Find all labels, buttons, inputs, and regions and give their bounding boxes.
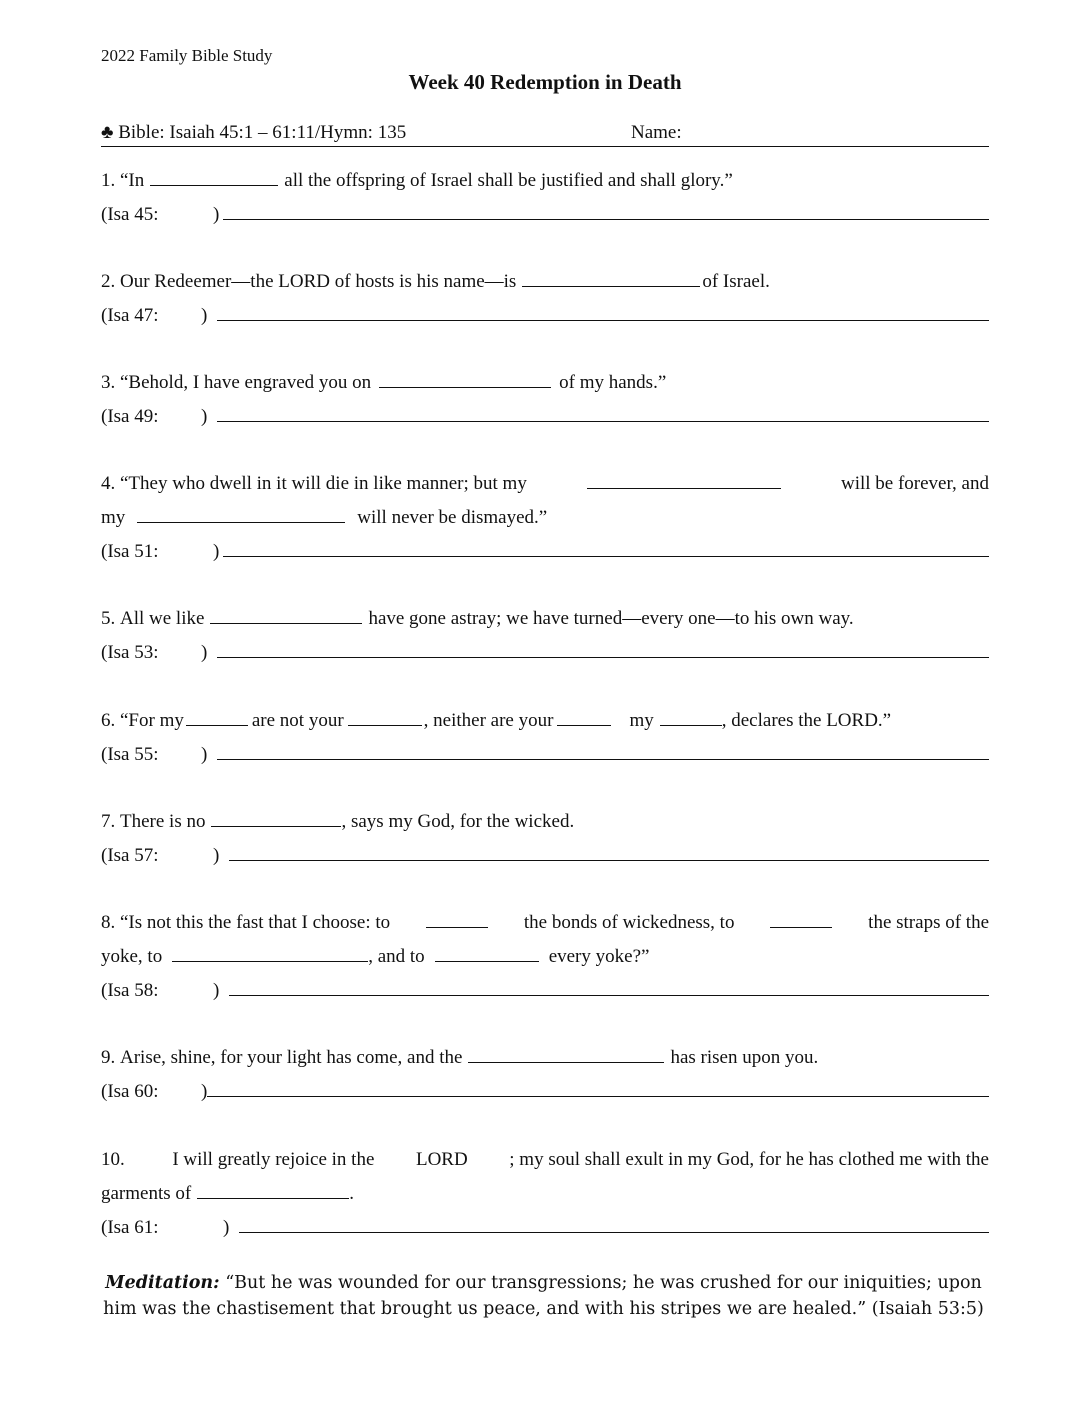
answer-blank[interactable] [172, 960, 368, 962]
reference-line: (Isa 60: ) [101, 1075, 989, 1109]
answer-blank[interactable] [587, 487, 781, 489]
answer-blank[interactable] [435, 960, 539, 962]
answer-blank[interactable] [211, 825, 341, 827]
question-6: 6. “For my are not your , neither are your my , declares the LORD .” (Isa 55: ) [101, 704, 989, 772]
answer-blank[interactable] [210, 622, 362, 624]
answer-blank[interactable] [186, 724, 248, 726]
question-5: 5. All we like have gone astray; we have turned—every one—to his own way. (Isa 53: ) [101, 602, 989, 670]
reference-blank[interactable] [229, 994, 989, 996]
question-3: 3. “Behold, I have engraved you on of my hands.” (Isa 49: ) [101, 366, 989, 434]
worksheet-page [101, 0, 989, 1408]
answer-blank[interactable] [150, 184, 278, 186]
reference-line: (Isa 45: ) [101, 198, 989, 232]
page-title: Week 40 Redemption in Death [408, 70, 682, 94]
reference-blank[interactable] [207, 1095, 989, 1097]
meditation: Meditation: “But he was wounded for our transgressions; he was crushed for our iniquities; upon him was the chastisement that brought us peace, and with his stripes we are healed.” (Isaiah 53:5) [103, 1273, 984, 1319]
reference-line: (Isa 58: ) [101, 974, 989, 1008]
reference-line: (Isa 53: ) [101, 636, 989, 670]
answer-blank[interactable] [379, 386, 551, 388]
study-header: 2022 Family Bible Study [101, 46, 273, 65]
reference-blank[interactable] [229, 859, 989, 861]
answer-blank[interactable] [197, 1197, 349, 1199]
question-8: 8. “Is not this the fast that I choose: to the bonds of wickedness, to the straps of the yoke, to , and to every yoke?” (Isa 58: ) [101, 906, 989, 1008]
reference-line: (Isa 51: ) [101, 535, 989, 569]
reference-blank[interactable] [223, 218, 989, 220]
answer-blank[interactable] [137, 521, 345, 523]
reference-blank[interactable] [217, 758, 989, 760]
answer-blank[interactable] [522, 285, 700, 287]
meditation-label: Meditation [105, 1273, 214, 1293]
reference-line: (Isa 57: ) [101, 839, 989, 873]
reference-line: (Isa 47: ) [101, 299, 989, 333]
answer-blank[interactable] [426, 926, 488, 928]
question-1: 1. “In all the offspring of Israel shall be justified and shall glory.” (Isa 45: ) [101, 164, 989, 232]
question-10: 10. I will greatly rejoice in the LORD ; my soul shall exult in my God, for he has clothed me with the garments of . (Isa 61: ) [101, 1143, 989, 1245]
name-label: Name: [631, 122, 682, 143]
question-7: 7. There is no , says my God, for the wicked. (Isa 57: ) [101, 805, 989, 873]
reference-blank[interactable] [239, 1231, 989, 1233]
reference-blank[interactable] [223, 555, 989, 557]
answer-blank[interactable] [660, 724, 722, 726]
reference-line: (Isa 49: ) [101, 400, 989, 434]
question-2: 2. Our Redeemer—the LORD of hosts is his name—is of Israel. (Isa 47: ) [101, 265, 989, 333]
bible-reading: ♣ Bible: Isaiah 45:1 – 61:11/Hymn: 135 [101, 122, 407, 143]
reference-line: (Isa 55: ) [101, 738, 989, 772]
answer-blank[interactable] [348, 724, 422, 726]
reference-blank[interactable] [217, 656, 989, 658]
bible-reading-line [101, 122, 989, 147]
question-4: 4. “They who dwell in it will die in like manner; but my will be forever, and my will never be dismayed.” (Isa 51: ) [101, 467, 989, 569]
answer-blank[interactable] [468, 1061, 664, 1063]
answer-blank[interactable] [770, 926, 832, 928]
question-9: 9. Arise, shine, for your light has come, and the has risen upon you. (Isa 60: ) [101, 1041, 989, 1109]
meditation-text-1: “But he was wounded for our transgressions; he was crushed for our iniquities; upon [225, 1273, 982, 1293]
reference-blank[interactable] [217, 420, 989, 422]
reference-blank[interactable] [217, 319, 989, 321]
meditation-text-2: him was the chastisement that brought us peace, and with his stripes we are healed.” (Isaiah 53:5) [103, 1299, 984, 1319]
answer-blank[interactable] [557, 724, 611, 726]
reference-line: (Isa 61: ) [101, 1211, 989, 1245]
